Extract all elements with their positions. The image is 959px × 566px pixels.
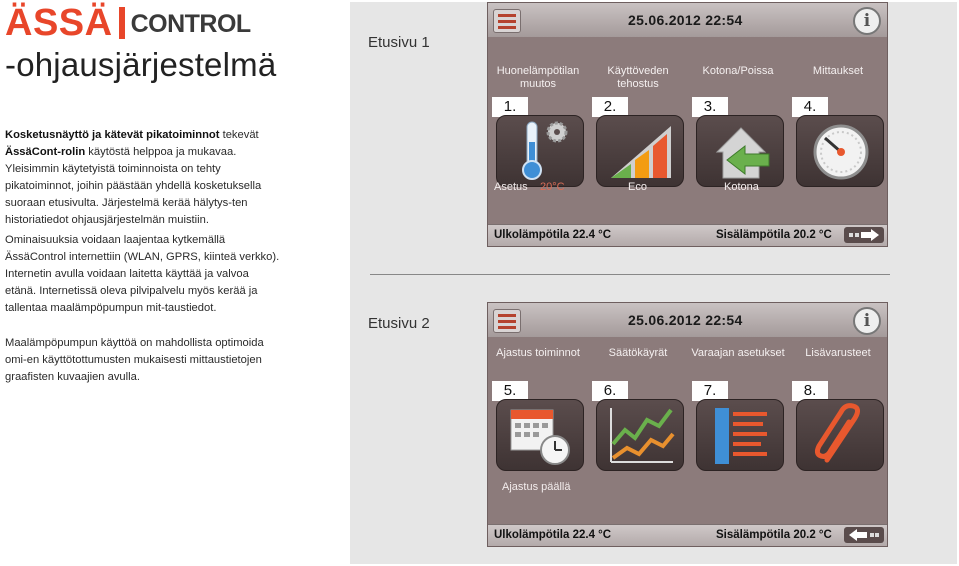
tile-heating-curves[interactable] (596, 399, 684, 471)
info-icon[interactable]: i (853, 7, 881, 35)
callout-number-6: 6. (592, 381, 628, 401)
arrow-right-icon[interactable] (844, 227, 884, 243)
status-bar (488, 524, 887, 546)
section-label-etusivu-2: Etusivu 2 (368, 315, 430, 332)
header-kotona-poissa: Kotona/Poissa (702, 65, 774, 77)
screen-datetime: 25.06.2012 22:54 (628, 12, 743, 28)
outdoor-temperature: Ulkolämpötila 22.4 °C (494, 529, 612, 541)
tank-icon (697, 400, 785, 472)
header-huonelampotila: Huonelämpötilan muutos (496, 65, 580, 90)
gauge-icon (797, 116, 885, 188)
header-saatokayrat: Säätökäyrät (608, 347, 668, 359)
page-subtitle: -ohjausjärjestelmä (5, 46, 277, 83)
header-mittaukset: Mittaukset (812, 65, 864, 77)
screen-datetime: 25.06.2012 22:54 (628, 312, 743, 328)
callout-number-2: 2. (592, 97, 628, 117)
callout-number-8: 8. (792, 381, 828, 401)
setpoint-value: 20°C (540, 181, 565, 193)
callout-number-3: 3. (692, 97, 728, 117)
outdoor-temperature: Ulkolämpötila 22.4 °C (494, 229, 612, 241)
tile-home-away[interactable] (696, 115, 784, 187)
intro-mid: tekevät (219, 129, 259, 141)
logo-control-text: CONTROL (130, 10, 251, 38)
screen-topbar (488, 3, 887, 37)
curve-chart-icon (597, 400, 685, 472)
tile-accessories[interactable] (796, 399, 884, 471)
calendar-clock-icon (497, 400, 585, 472)
header-kayttovesi: Käyttöveden tehostus (607, 65, 669, 90)
tile-tank-settings[interactable] (696, 399, 784, 471)
tile-room-temperature[interactable] (496, 115, 584, 187)
brand-logo (5, 2, 251, 42)
intro-bold: Kosketusnäyttö ja kätevät pikatoiminnot (5, 129, 220, 141)
status-bar (488, 224, 887, 246)
section-separator (370, 274, 890, 275)
arrow-right-icon[interactable] (844, 527, 884, 543)
features-paragraph: Ominaisuuksia voidaan laajentaa kytkemällä ÄssäControl internettiin (WLAN, GPRS, kiinteä verkko). Internetin avulla voidaan laitetta käyttää ja valvoa etänä. Internetissä oleva pilvipalvelu myös kerää ja tallentaa maalämpöpumpun mit-taustiedot. (5, 234, 280, 314)
callout-number-7: 7. (692, 381, 728, 401)
tile-measurements[interactable] (796, 115, 884, 187)
indoor-temperature: Sisälämpötila 20.2 °C (716, 529, 832, 541)
menu-icon[interactable] (493, 309, 521, 333)
optimization-paragraph: Maalämpöpumpun käyttöä on mahdollista optimoida omi-en käyttötottumusten mukaisesti mittaustietojen graafisten kuvaajien avulla. (5, 337, 264, 383)
indoor-temperature: Sisälämpötila 20.2 °C (716, 229, 832, 241)
screen-topbar (488, 303, 887, 337)
device-screen-1 (487, 2, 888, 247)
bars-chart-icon (597, 116, 685, 188)
header-varaaja: Varaajan asetukset (691, 347, 785, 359)
home-arrow-icon (697, 116, 785, 188)
tile-hot-water-boost[interactable] (596, 115, 684, 187)
logo-assa-text: ÄSSÄ (5, 2, 113, 44)
section-label-etusivu-1: Etusivu 1 (368, 34, 430, 51)
intro-brand: ÄssäCont-rolin (5, 146, 86, 158)
setpoint-label: Asetus (494, 181, 528, 193)
callout-number-4: 4. (792, 97, 828, 117)
thermometer-icon (497, 116, 585, 188)
schedule-active-label: Ajastus päällä (502, 481, 571, 493)
tile-headers (488, 65, 887, 95)
info-icon[interactable]: i (853, 307, 881, 335)
kotona-label: Kotona (724, 181, 759, 193)
tile-schedules[interactable] (496, 399, 584, 471)
header-ajastus: Ajastus toiminnot (496, 347, 580, 359)
menu-icon[interactable] (493, 9, 521, 33)
callout-number-1: 1. (492, 97, 528, 117)
eco-label: Eco (628, 181, 647, 193)
intro-paragraph (5, 127, 281, 229)
device-screen-2 (487, 302, 888, 547)
intro-rest: käytöstä helppoa ja mukavaa. Yleisimmin käytetyistä toiminnoista on tehty pikatoiminnot, joihin päästään yhdellä kosketuksella suoraan etusivulta. Järjestelmä kerää hälytys-ten historiatiedot ohjausjärjestelmän muistiin. (5, 146, 262, 226)
header-lisavarusteet: Lisävarusteet (805, 347, 871, 359)
logo-divider (119, 7, 125, 39)
callout-number-5: 5. (492, 381, 528, 401)
paperclip-icon (797, 400, 885, 472)
